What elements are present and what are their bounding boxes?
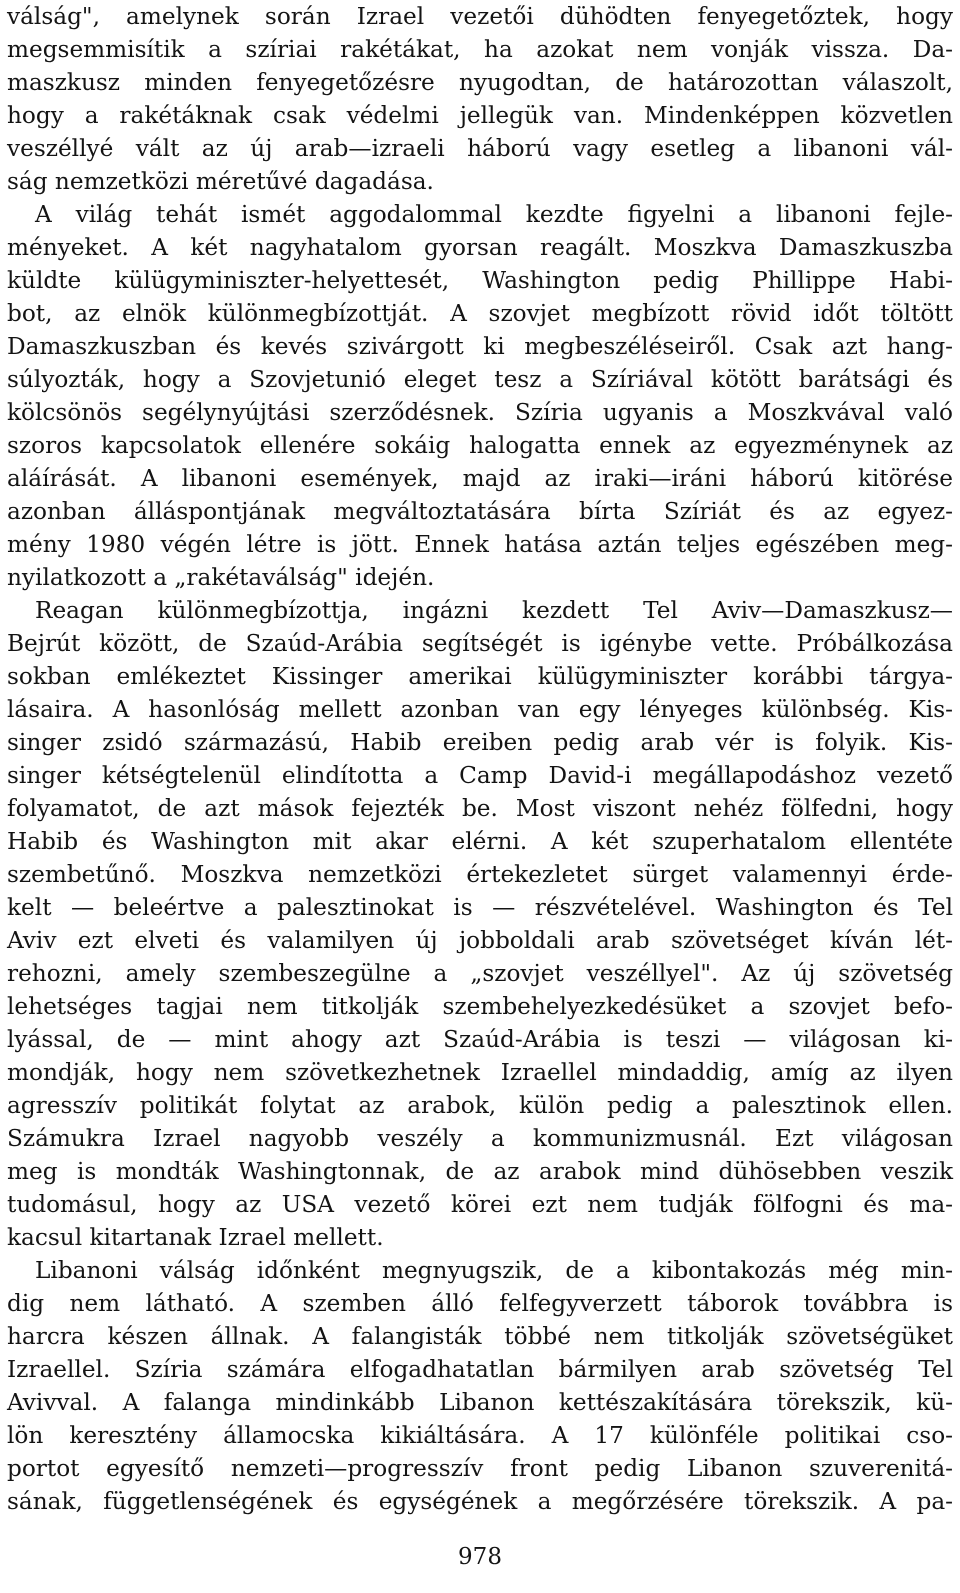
text-line: portot egyesítő nemzeti—progresszív front pedig Libanon szuverenitá-	[7, 1455, 953, 1482]
text-line: singer zsidó származású, Habib ereiben pedig arab vér is folyik. Kis-	[7, 729, 953, 756]
text-line: küldte külügyminiszter-helyettesét, Washington pedig Phillippe Habi-	[7, 267, 953, 294]
text-line: ményeket. A két nagyhatalom gyorsan reagált. Moszkva Damaszkuszba	[7, 234, 953, 261]
text-line: Számukra Izrael nagyobb veszély a kommunizmusnál. Ezt világosan	[7, 1125, 953, 1152]
text-line: harcra készen állnak. A falangisták többé nem titkolják szövetségüket	[7, 1323, 953, 1350]
text-line: azonban álláspontjának megváltoztatására bírta Szíriát és az egyez-	[7, 498, 953, 525]
text-line: agresszív politikát folytat az arabok, külön pedig a palesztinok ellen.	[7, 1092, 953, 1119]
text-line: folyamatot, de azt mások fejezték be. Most viszont nehéz fölfedni, hogy	[7, 795, 953, 822]
text-line: lásaira. A hasonlóság mellett azonban van egy lényeges különbség. Kis-	[7, 696, 953, 723]
text-line: ság nemzetközi méretűvé dagadása.	[7, 168, 434, 195]
text-line: dig nem látható. A szemben álló felfegyverzett táborok továbbra is	[7, 1290, 953, 1317]
text-line: nyilatkozott a „rakétaválság" idején.	[7, 564, 435, 591]
text-line: rehozni, amely szembeszegülne a „szovjet veszéllyel". Az új szövetség	[7, 960, 953, 987]
text-line: sának, függetlenségének és egységének a megőrzésére törekszik. A pa-	[7, 1488, 953, 1515]
text-line: meg is mondták Washingtonnak, de az arabok mind dühösebben veszik	[7, 1158, 953, 1185]
text-line: válság", amelynek során Izrael vezetői dühödten fenyegetőztek, hogy	[7, 3, 953, 30]
text-line: maszkusz minden fenyegetőzésre nyugodtan, de határozottan válaszolt,	[7, 69, 953, 96]
text-line: súlyozták, hogy a Szovjetunió eleget tesz a Szíriával kötött barátsági és	[7, 366, 953, 393]
text-line: Damaszkuszban és kevés szivárgott ki megbeszéléseiről. Csak azt hang-	[7, 333, 953, 360]
text-line: Habib és Washington mit akar elérni. A két szuperhatalom ellentéte	[7, 828, 953, 855]
text-line: Bejrút között, de Szaúd-Arábia segítségét is igénybe vette. Próbálkozása	[7, 630, 953, 657]
text-line: Avivval. A falanga mindinkább Libanon kettészakítására törekszik, kü-	[7, 1389, 953, 1416]
text-line: kölcsönös segélynyújtási szerződésnek. Szíria ugyanis a Moszkvával való	[7, 399, 953, 426]
text-line: bot, az elnök különmegbízottját. A szovjet megbízott rövid időt töltött	[7, 300, 953, 327]
text-line: aláírását. A libanoni események, majd az iraki—iráni háború kitörése	[7, 465, 953, 492]
text-line: mény 1980 végén létre is jött. Ennek hatása aztán teljes egészében meg-	[7, 531, 953, 558]
text-line: Reagan különmegbízottja, ingázni kezdett Tel Aviv—Damaszkusz—	[35, 597, 953, 624]
text-line: kacsul kitartanak Izrael mellett.	[7, 1224, 384, 1251]
text-line: A világ tehát ismét aggodalommal kezdte figyelni a libanoni fejle-	[35, 201, 953, 228]
text-line: lehetséges tagjai nem titkolják szembehelyezkedésüket a szovjet befo-	[7, 993, 953, 1020]
text-line: Libanoni válság időnként megnyugszik, de a kibontakozás még min-	[35, 1257, 953, 1284]
text-line: lyással, de — mint ahogy azt Szaúd-Arábia is teszi — világosan ki-	[7, 1026, 953, 1053]
text-line: Aviv ezt elveti és valamilyen új jobboldali arab szövetséget kíván lét-	[7, 927, 953, 954]
text-line: szoros kapcsolatok ellenére sokáig halogatta ennek az egyezménynek az	[7, 432, 953, 459]
text-line: szembetűnő. Moszkva nemzetközi értekezletet sürget valamennyi érde-	[7, 861, 953, 888]
text-line: lön keresztény államocska kikiáltására. A 17 különféle politikai cso-	[7, 1422, 953, 1449]
text-line: Izraellel. Szíria számára elfogadhatatlan bármilyen arab szövetség Tel	[7, 1356, 953, 1383]
text-line: megsemmisítik a szíriai rakétákat, ha azokat nem vonják vissza. Da-	[7, 36, 953, 63]
page-number: 978	[458, 1544, 502, 1570]
text-line: veszéllyé vált az új arab—izraeli háború vagy esetleg a libanoni vál-	[7, 135, 953, 162]
text-line: kelt — beleértve a palesztinokat is — részvételével. Washington és Tel	[7, 894, 953, 921]
text-line: hogy a rakétáknak csak védelmi jellegük van. Mindenképpen közvetlen	[7, 102, 953, 129]
text-line: singer kétségtelenül elindította a Camp David-i megállapodáshoz vezető	[7, 762, 953, 789]
text-line: sokban emlékeztet Kissinger amerikai külügyminiszter korábbi tárgya-	[7, 663, 953, 690]
text-line: tudomásul, hogy az USA vezető körei ezt nem tudják fölfogni és ma-	[7, 1191, 953, 1218]
text-line: mondják, hogy nem szövetkezhetnek Izraellel mindaddig, amíg az ilyen	[7, 1059, 953, 1086]
document-page	[7, 0, 953, 1593]
